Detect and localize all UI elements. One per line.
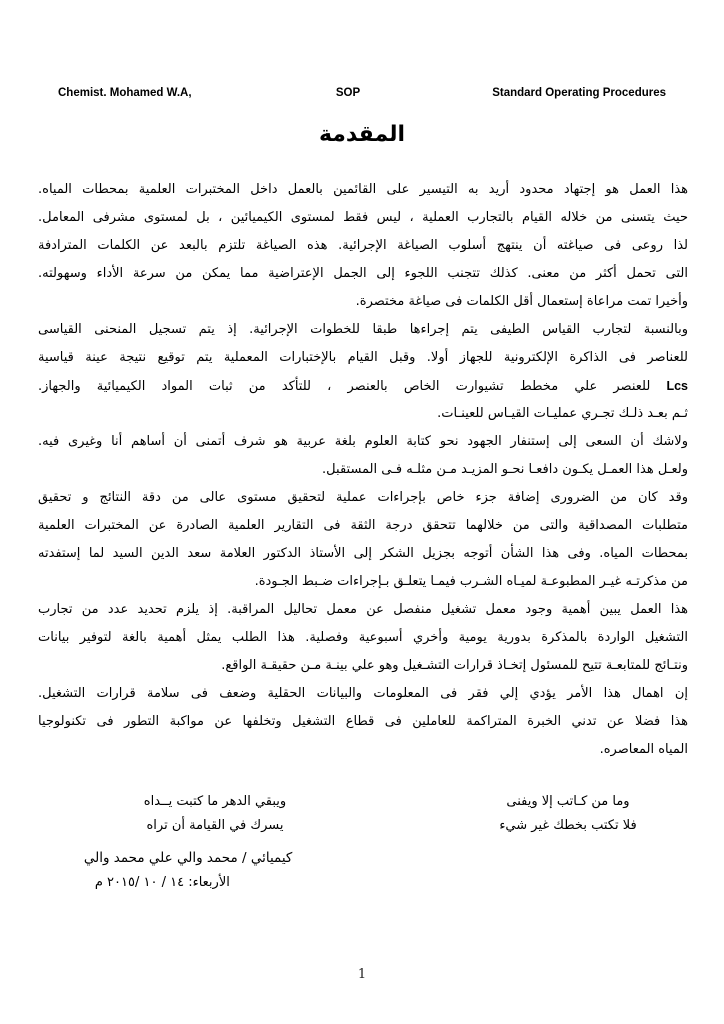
body-line: هذا العمل هو إجتهاد محدود أريد به التيسير على القائمين بالعمل داخل المختبرات العلمية بمحطات المياه. [38,182,688,197]
lcs-bold-label: Lcs [666,379,688,393]
signature-line: كيميائي / محمد والي علي محمد والي [83,850,293,866]
date-block [0,875,724,890]
poem-verse: وما من كـاتب إلا ويفنى [506,794,630,809]
body-line: وأخيرا تمت مراعاة إستعمال أقل الكلمات فى صياغة مختصرة. [355,294,688,309]
poem-right-column [362,790,684,838]
body-line: ثـم بعـد ذلـك تجـري عمليـات القيـاس للعينـات. [437,406,688,421]
body-line: وقد كان من الضرورى إضافة جزء خاص بإجراءات عملية لتحقيق مستوى عالى من دقة النتائج و تحقيق [38,490,688,505]
body-line: التشغيل الواردة بالمذكرة بدورية يومية وأخري أسبوعية وفصلية. هذا الطلب يمثل أهمية بالغة لتوفير بيانات [38,630,688,645]
body-line: وبالنسبة لتجارب القياس الطيفى يتم إجراءها طبقا للخطوات الإجرائية. إذ يتم تسجيل المنحنى القياسى [38,322,688,337]
page-header [0,0,724,100]
poem [0,790,724,838]
header-author: Chemist. Mohamed W.A, [58,87,192,99]
page-title: المقدمة [318,122,406,147]
body-line: هذا فضلا عن تدني الخبرة المتراكمة للعاملين فى قطاع التشغيل وتخلفها عن مواكبة التطور فى تكنولوجيا [38,714,688,729]
body-line: ونتـائج للمتابعـة تتيح للمسئول إتخـاذ قرارات التشـغيل وهو علي بينـة مـن حقيقـة الواقع. [221,658,688,673]
poem-verse: فلا تكتب بخطك غير شيء [499,818,637,833]
body-line: Lcs للعنصر علي مخطط تشيوارت الخاص بالعنصر ، للتأكد من ثبات المواد الكيميائية والجهاز. [38,379,688,394]
body-line: هذا العمل يبين أهمية وجود معمل تشغيل منفصل عن معمل تحاليل المراقبة. إذ يلزم تحديد عدد من تجارب [38,602,688,617]
page-number: 1 [357,967,367,982]
poem-verse: يسرك في القيامة أن تراه [146,818,284,833]
body-line: ولاشك أن السعى إلى إستنفار الجهود نحو كتابة العلوم بلغة عربية هو شرف أتمنى أن أساهم أنا وغيرى فيه. [38,434,688,449]
header-doc-code: SOP [335,87,361,99]
header-doc-title: Standard Operating Procedures [492,87,667,99]
poem-left-column [40,790,362,838]
poem-verse: ويبقي الدهر ما كتبت يــداه [143,794,287,809]
date-line: الأربعاء: ١٤ / ١٠ /٢٠١٥ م [94,875,230,890]
body-line: للعناصر فى الذاكرة الإلكترونية للجهاز أولا. وقبل القيام بالإختبارات المعملية يتم توقيع نتيجة عينة قياسية [38,350,688,365]
body-line: بمحطات المياه. وفى هذا الشأن أتوجه بجزيل الشكر إلى الأستاذ الدكتور العلامة سعد الدين السيد لما إستفدته [38,546,688,561]
body-line: التى تحمل أكثر من معنى. كذلك تتجنب اللجوء إلى الجمل الإعتراضية مما يمكن من سرعة الأداء وسهولته. [38,266,688,281]
body-line: المياه المعاصره. [599,742,688,757]
body-line: ولعـل هذا العمـل يكـون دافعـا نحـو المزيـد مـن مثلـه فـى المستقبل. [322,462,688,477]
body-line: لذا روعى فى صياغته أن ينتهج أسلوب الصياغة الإجرائية. هذه الصياغة تلتزم بالبعد عن الكلمات المترادفة [38,238,688,253]
body-line: متطلبات المصداقية والتى من خلالهما تتحقق درجة الثقة فى التقارير العلمية الصادرة عن المختبرات العلمية [38,518,688,533]
body-line: إن اهمال هذا الأمر يؤدي إلي فقر فى المعلومات والبيانات الحقلية وضعف فى سلامة قرارات التشغيل. [38,686,688,701]
signature-block [0,850,724,866]
body-line: حيث يتسنى من خلاله القيام بالتجارب العملية ، ليس فقط لمستوى الكيميائين ، بل لمستوى مشرفى المعامل. [38,210,688,225]
body-text [0,176,724,764]
body-line: من مذكرتـه غيـر المطبوعـة لميـاه الشـرب فيمـا يتعلـق بـإجراءات ضـبط الجـودة. [254,574,688,589]
